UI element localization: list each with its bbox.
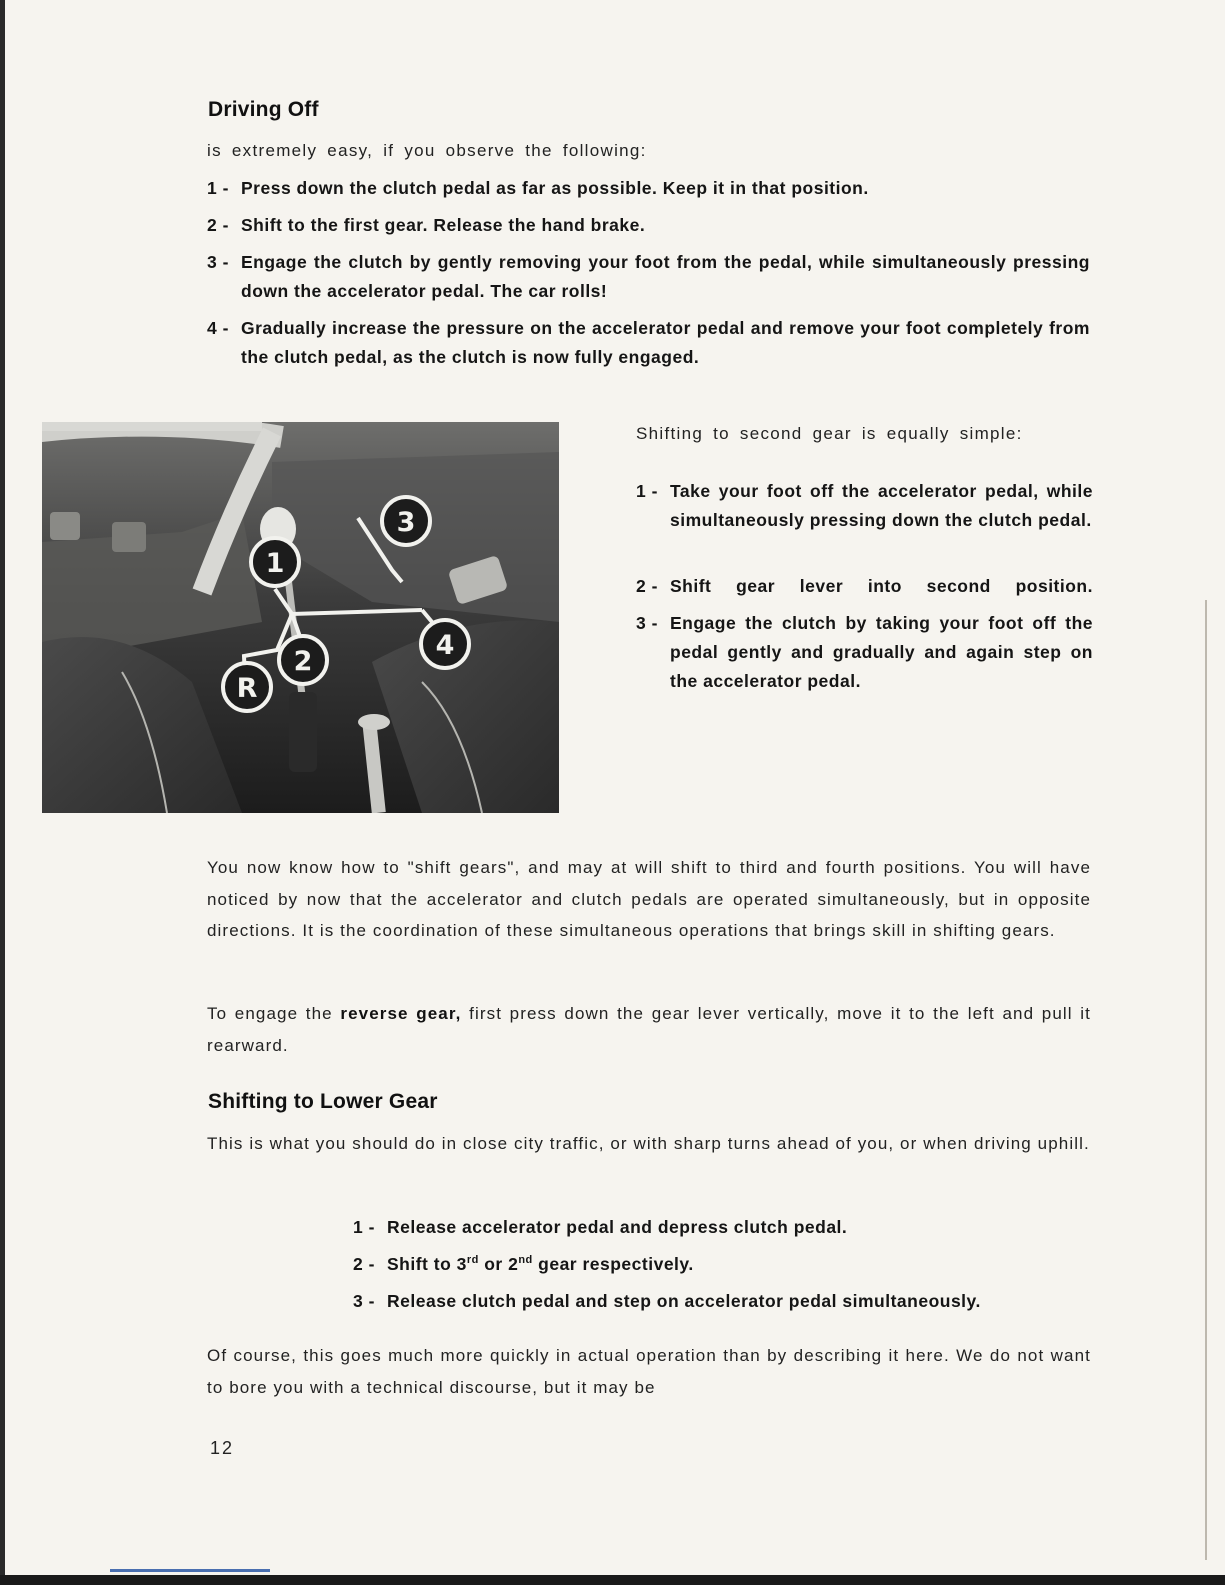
step-text: Shift to the first gear. Release the hand brake. bbox=[241, 215, 646, 235]
gear-label: 1 bbox=[265, 548, 285, 579]
text-run: first press down the gear lever vertically, move it to the left and pull it rearward. bbox=[207, 1004, 1092, 1055]
step-number: 3 - bbox=[207, 252, 229, 272]
step-number: 1 - bbox=[207, 178, 229, 198]
step-item bbox=[207, 174, 1087, 203]
gear-2-badge bbox=[279, 636, 327, 684]
gear-label: 4 bbox=[435, 630, 455, 661]
gear-shift-photo-graphic bbox=[42, 422, 559, 813]
superscript: nd bbox=[518, 1254, 533, 1266]
step-text bbox=[387, 1250, 1093, 1279]
step-text: Release accelerator pedal and depress clutch pedal. bbox=[387, 1217, 848, 1237]
step-number: 2 - bbox=[636, 576, 658, 596]
step-text: Take your foot off the accelerator pedal, while simultaneously pressing down the clutch pedal. bbox=[670, 481, 1093, 530]
step-number: 3 - bbox=[636, 613, 658, 633]
step-number: 1 - bbox=[636, 481, 658, 501]
step-text: Release clutch pedal and step on accelerator pedal simultaneously. bbox=[387, 1291, 981, 1311]
section-intro: is extremely easy, if you observe the following: bbox=[207, 141, 647, 160]
step-item bbox=[636, 477, 1093, 535]
gear-label: 2 bbox=[293, 646, 313, 677]
step-number: 3 - bbox=[353, 1291, 375, 1311]
step-item bbox=[636, 609, 1093, 696]
gear-shift-photo bbox=[42, 422, 559, 813]
section-title-lower-gear: Shifting to Lower Gear bbox=[208, 1090, 438, 1113]
step-text: Gradually increase the pressure on the accelerator pedal and remove your foot completely from the clutch pedal, as the clutch is now fully engaged. bbox=[241, 318, 1090, 367]
body-paragraph: Of course, this goes much more quickly in actual operation than by describing it here. We do not want to bore you with a technical discourse, but it may be bbox=[207, 1346, 1091, 1397]
scan-bottom-edge bbox=[0, 1575, 1225, 1585]
page-edge bbox=[0, 0, 5, 1585]
step-number: 2 - bbox=[207, 215, 229, 235]
step-number: 4 - bbox=[207, 318, 229, 338]
body-paragraph: You now know how to "shift gears", and may at will shift to third and fourth positions. You will have noticed by now that the accelerator and clutch pedals are operated simultaneously, but in opposite directions. It is the coordination of these simultaneous operations that brings skill in shifting gears. bbox=[207, 858, 1091, 940]
section-title-driving-off: Driving Off bbox=[208, 98, 319, 121]
text-run: Shift to 3 bbox=[387, 1254, 467, 1274]
gear-reverse-badge bbox=[223, 663, 271, 711]
step-text: Shift gear lever into second position. bbox=[670, 576, 1093, 596]
page-fold-line bbox=[1205, 600, 1207, 1560]
gear-4-badge bbox=[421, 620, 469, 668]
step-text: Engage the clutch by taking your foot off the pedal gently and gradually and again step on the accelerator pedal. bbox=[670, 613, 1093, 691]
body-paragraph-reverse-gear bbox=[207, 998, 1091, 1061]
step-item bbox=[353, 1250, 1093, 1279]
step-item bbox=[207, 248, 1090, 306]
gear-3-badge bbox=[382, 497, 430, 545]
section-intro: This is what you should do in close city traffic, or with sharp turns ahead of you, or when driving uphill. bbox=[207, 1134, 1090, 1153]
step-item bbox=[353, 1213, 1093, 1242]
step-item bbox=[353, 1287, 1093, 1316]
step-number: 2 - bbox=[353, 1254, 375, 1274]
text-run: To engage the bbox=[207, 1004, 333, 1023]
gear-label: R bbox=[236, 673, 258, 704]
step-text: Engage the clutch by gently removing your foot from the pedal, while simultaneously pressing down the accelerator pedal. The car rolls! bbox=[241, 252, 1090, 301]
text-run: or 2 bbox=[478, 1254, 519, 1274]
gear-label: 3 bbox=[396, 507, 416, 538]
text-run: gear respectively. bbox=[532, 1254, 694, 1274]
section-intro-second-gear: Shifting to second gear is equally simple: bbox=[636, 424, 1023, 443]
emphasis-reverse-gear: reverse gear, bbox=[340, 1004, 462, 1023]
gear-1-badge bbox=[251, 538, 299, 586]
step-item bbox=[207, 314, 1090, 372]
step-text: Press down the clutch pedal as far as possible. Keep it in that position. bbox=[241, 178, 869, 198]
step-item bbox=[207, 211, 1087, 240]
page-number: 12 bbox=[210, 1438, 235, 1458]
superscript: rd bbox=[466, 1254, 479, 1266]
step-item bbox=[636, 572, 1093, 601]
step-number: 1 - bbox=[353, 1217, 375, 1237]
